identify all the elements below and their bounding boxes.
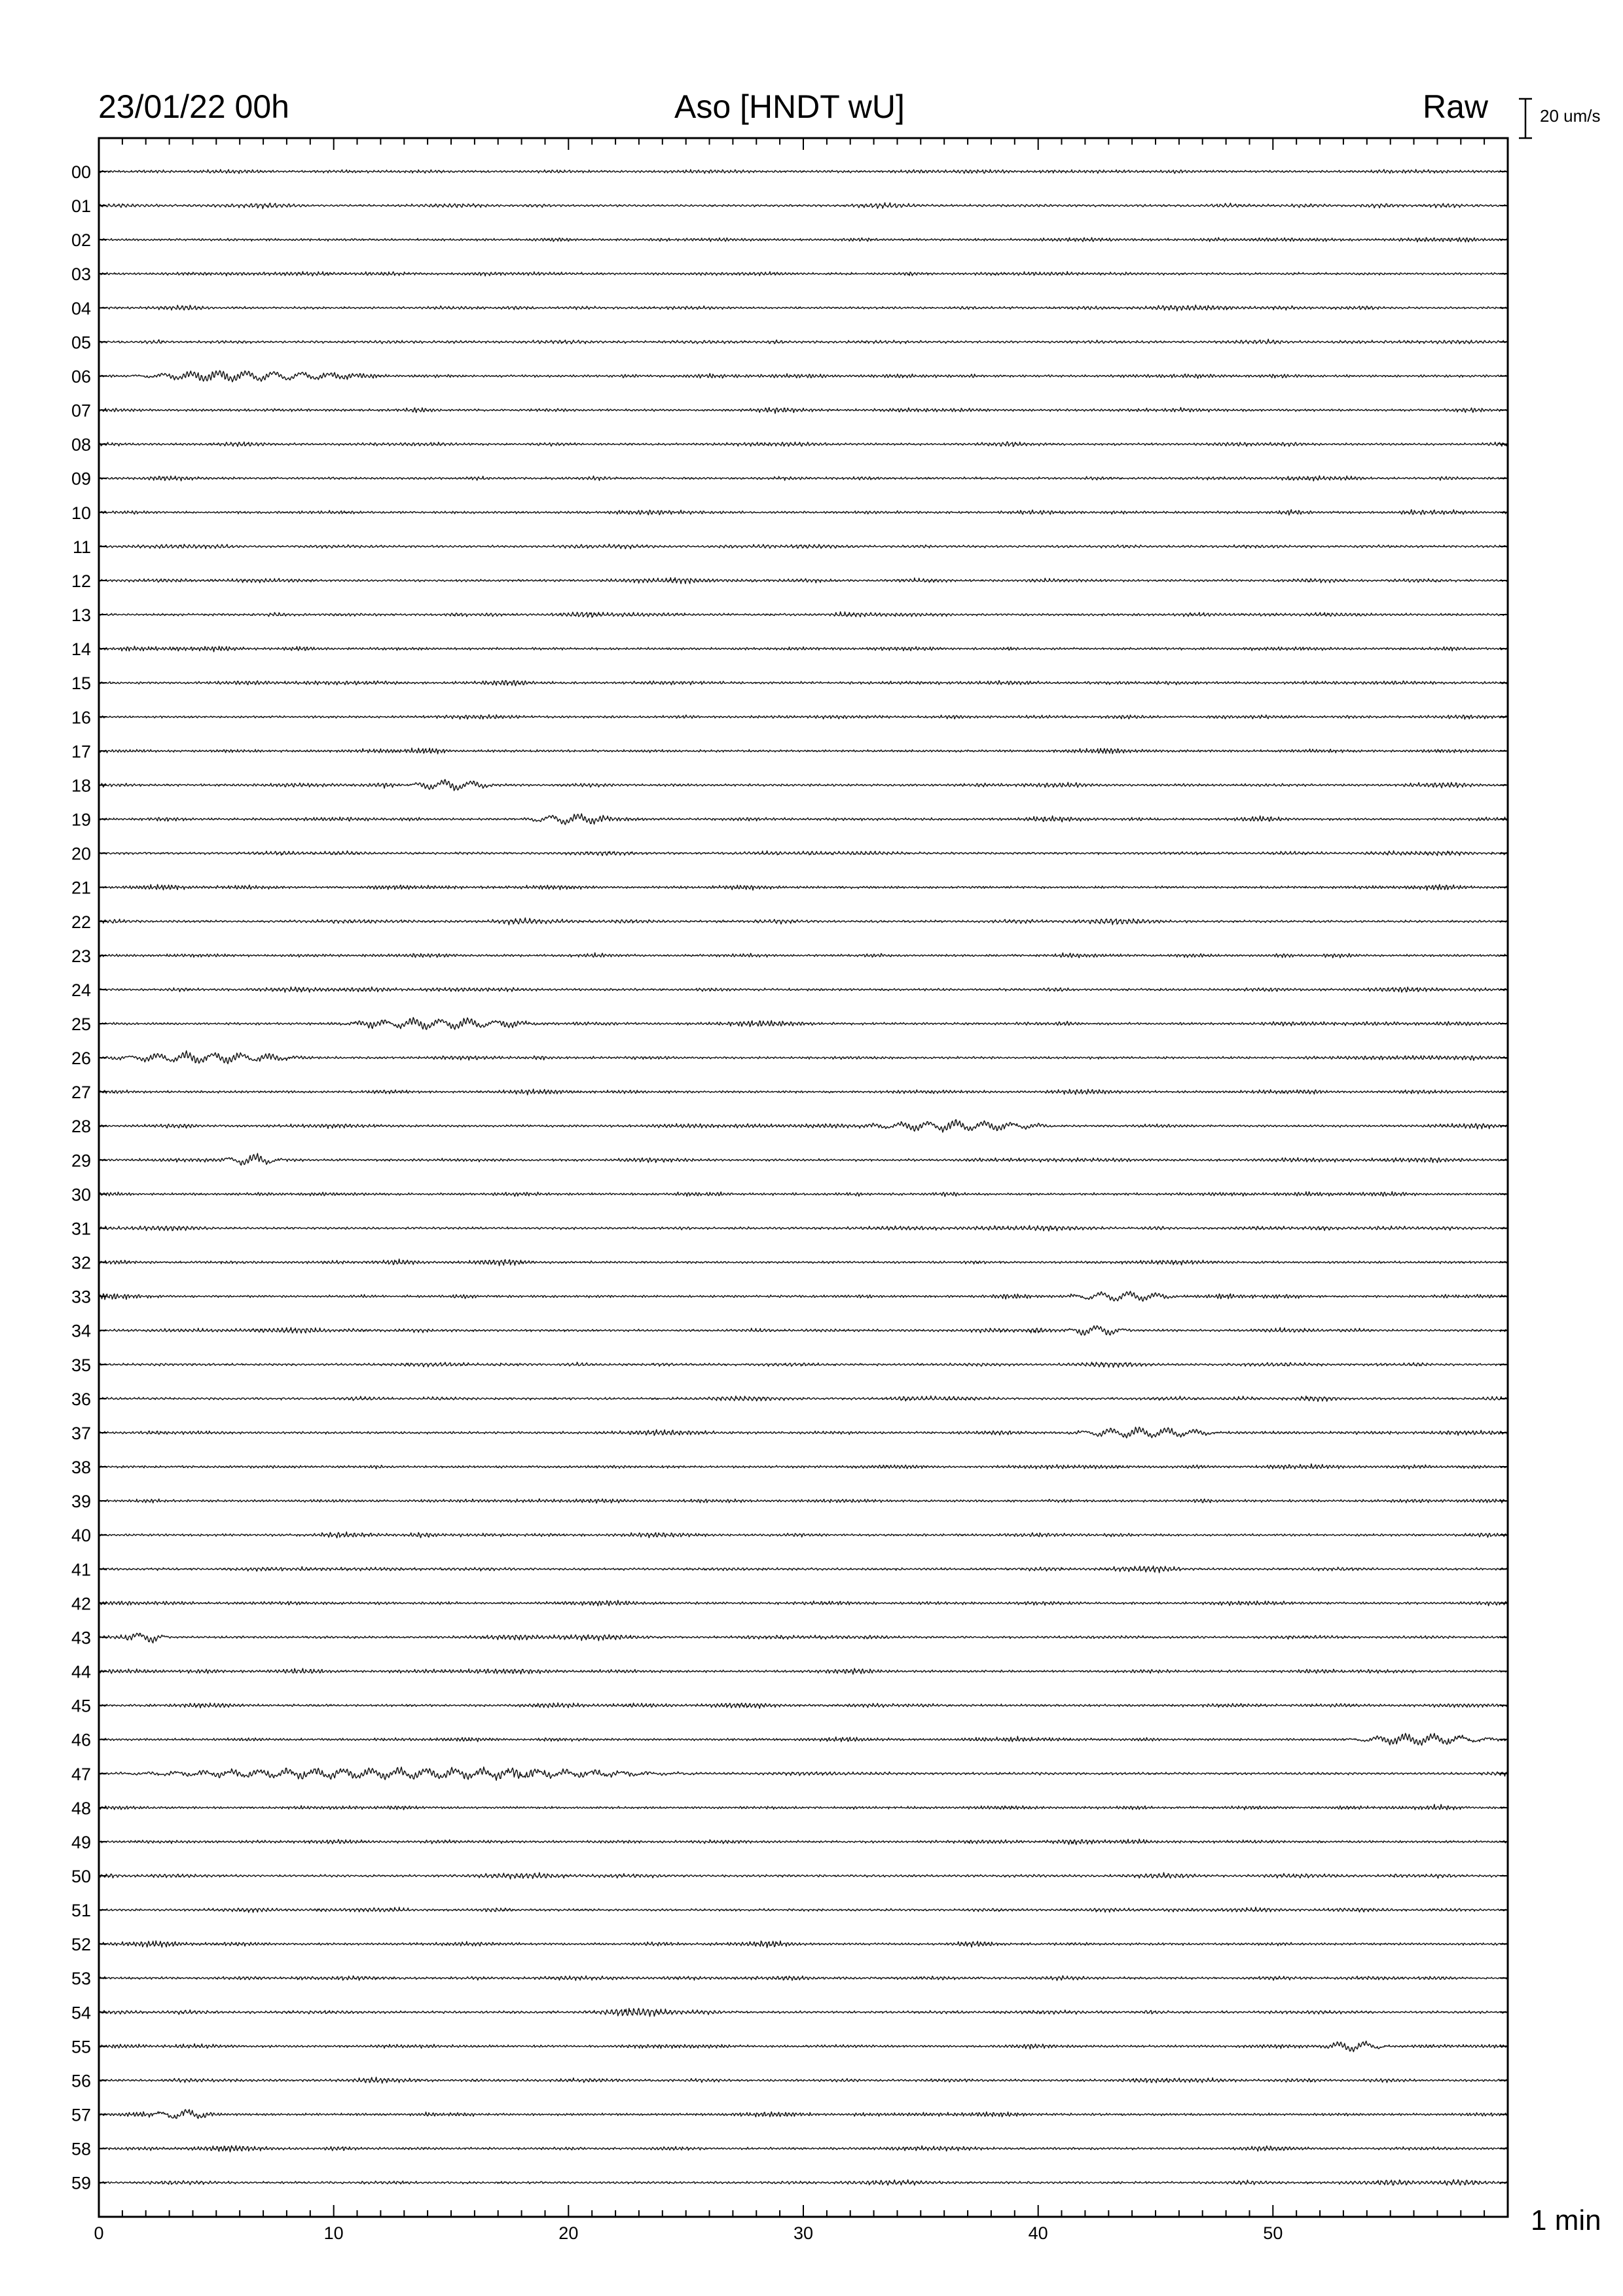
row-label: 06	[71, 367, 91, 387]
row-label: 00	[71, 162, 91, 182]
trace-line	[99, 1225, 1508, 1230]
trace-line	[99, 1873, 1508, 1879]
row-label: 58	[71, 2139, 91, 2159]
x-axis-labels	[94, 2223, 1283, 2243]
trace-line	[99, 1291, 1508, 1301]
row-label: 01	[71, 196, 91, 217]
trace-line	[99, 851, 1508, 855]
row-label: 38	[71, 1458, 91, 1478]
row-label: 08	[71, 435, 91, 455]
trace-line	[99, 1153, 1508, 1165]
trace-line	[99, 339, 1508, 344]
row-label: 51	[71, 1901, 91, 1921]
row-label: 41	[71, 1560, 91, 1580]
row-label: 24	[71, 980, 91, 1000]
row-label: 45	[71, 1696, 91, 1716]
row-label: 59	[71, 2173, 91, 2193]
row-label: 13	[71, 605, 91, 626]
trace-line	[99, 1120, 1508, 1132]
trace-line	[99, 272, 1508, 276]
trace-line	[99, 170, 1508, 173]
row-label: 19	[71, 810, 91, 830]
row-label: 22	[71, 912, 91, 932]
trace-line	[99, 612, 1508, 617]
row-label: 26	[71, 1049, 91, 1069]
x-tick-label: 0	[94, 2223, 104, 2243]
row-label: 55	[71, 2037, 91, 2057]
row-label: 32	[71, 1253, 91, 1273]
mode-label: Raw	[1423, 88, 1489, 125]
trace-line	[99, 1362, 1508, 1367]
row-label: 20	[71, 844, 91, 864]
row-label: 14	[71, 639, 91, 660]
trace-line	[99, 646, 1508, 652]
trace-line	[99, 305, 1508, 311]
trace-line	[99, 1532, 1508, 1538]
trace-line	[99, 510, 1508, 515]
trace-line	[99, 748, 1508, 754]
trace-line	[99, 2077, 1508, 2083]
row-label: 43	[71, 1628, 91, 1648]
trace-line	[99, 953, 1508, 958]
x-tick-label: 30	[793, 2223, 814, 2243]
trace-line	[99, 1633, 1508, 1643]
minute-ticks	[99, 138, 1508, 2217]
x-tick-label: 50	[1263, 2223, 1283, 2243]
trace-line	[99, 1089, 1508, 1095]
trace-line	[99, 681, 1508, 686]
chart-title: Aso [HNDT wU]	[674, 88, 905, 125]
trace-line	[99, 814, 1508, 825]
trace-line	[99, 1464, 1508, 1469]
trace-line	[99, 1050, 1508, 1064]
trace-line	[99, 1259, 1508, 1266]
row-label: 44	[71, 1662, 91, 1682]
row-label: 21	[71, 878, 91, 898]
row-label: 17	[71, 742, 91, 762]
trace-line	[99, 2008, 1508, 2017]
trace-line	[99, 1668, 1508, 1674]
trace-line	[99, 2145, 1508, 2152]
row-label: 57	[71, 2105, 91, 2125]
trace-line	[99, 544, 1508, 548]
x-tick-label: 10	[323, 2223, 344, 2243]
trace-line	[99, 408, 1508, 414]
trace-line	[99, 442, 1508, 447]
row-label: 07	[71, 401, 91, 421]
trace-line	[99, 780, 1508, 791]
trace-line	[99, 476, 1508, 481]
row-label: 30	[71, 1185, 91, 1205]
row-label: 23	[71, 946, 91, 966]
row-label: 05	[71, 332, 91, 353]
scale-bar	[1519, 99, 1532, 138]
row-label: 35	[71, 1355, 91, 1375]
trace-line	[99, 1326, 1508, 1335]
row-label: 36	[71, 1389, 91, 1409]
row-label: 52	[71, 1935, 91, 1955]
row-label: 42	[71, 1594, 91, 1614]
row-label: 47	[71, 1764, 91, 1784]
trace-line	[99, 1703, 1508, 1709]
row-label: 12	[71, 571, 91, 591]
tick-marks	[99, 138, 1508, 2217]
row-label: 15	[71, 673, 91, 694]
row-label: 56	[71, 2071, 91, 2091]
row-label: 04	[71, 298, 91, 319]
row-label: 16	[71, 708, 91, 728]
trace-rows	[99, 170, 1508, 2185]
row-label: 28	[71, 1117, 91, 1137]
row-label: 54	[71, 2003, 91, 2023]
trace-line	[99, 1976, 1508, 1981]
trace-line	[99, 2109, 1508, 2119]
row-label: 10	[71, 503, 91, 523]
row-label: 34	[71, 1321, 91, 1341]
scale-label: 20 um/s	[1540, 106, 1601, 126]
row-label: 33	[71, 1287, 91, 1307]
row-label: 39	[71, 1492, 91, 1512]
row-label: 02	[71, 230, 91, 251]
date-label: 23/01/22 00h	[98, 88, 289, 125]
row-label: 09	[71, 469, 91, 489]
row-label: 03	[71, 264, 91, 285]
trace-line	[99, 1499, 1508, 1503]
trace-line	[99, 1839, 1508, 1844]
trace-line	[99, 1396, 1508, 1402]
trace-line	[99, 1941, 1508, 1947]
row-label: 46	[71, 1730, 91, 1750]
row-label: 40	[71, 1526, 91, 1546]
trace-line	[99, 1733, 1508, 1745]
trace-line	[99, 987, 1508, 992]
trace-line	[99, 715, 1508, 719]
trace-line	[99, 1767, 1508, 1781]
x-tick-label: 40	[1028, 2223, 1048, 2243]
trace-line	[99, 578, 1508, 584]
row-label: 50	[71, 1867, 91, 1886]
trace-line	[99, 1018, 1508, 1030]
trace-line	[99, 1192, 1508, 1197]
row-label: 31	[71, 1219, 91, 1239]
trace-line	[99, 1600, 1508, 1605]
row-label: 25	[71, 1014, 91, 1034]
row-label: 27	[71, 1083, 91, 1103]
row-label: 29	[71, 1151, 91, 1171]
row-label: 53	[71, 1969, 91, 1989]
trace-line	[99, 370, 1508, 382]
plot-frame	[99, 138, 1508, 2217]
row-labels	[71, 162, 1508, 2193]
trace-line	[99, 1804, 1508, 1810]
trace-line	[99, 1907, 1508, 1912]
time-unit-label: 1 min	[1531, 2204, 1601, 2236]
trace-line	[99, 238, 1508, 242]
trace-line	[99, 2041, 1508, 2052]
trace-line	[99, 1427, 1508, 1438]
row-label: 48	[71, 1798, 91, 1818]
row-label: 11	[72, 537, 91, 557]
row-label: 37	[71, 1423, 91, 1443]
trace-line	[99, 2179, 1508, 2185]
x-tick-label: 20	[558, 2223, 579, 2243]
trace-line	[99, 203, 1508, 209]
row-label: 18	[71, 776, 91, 796]
row-label: 49	[71, 1832, 91, 1852]
trace-line	[99, 1566, 1508, 1573]
trace-line	[99, 884, 1508, 890]
trace-line	[99, 918, 1508, 925]
